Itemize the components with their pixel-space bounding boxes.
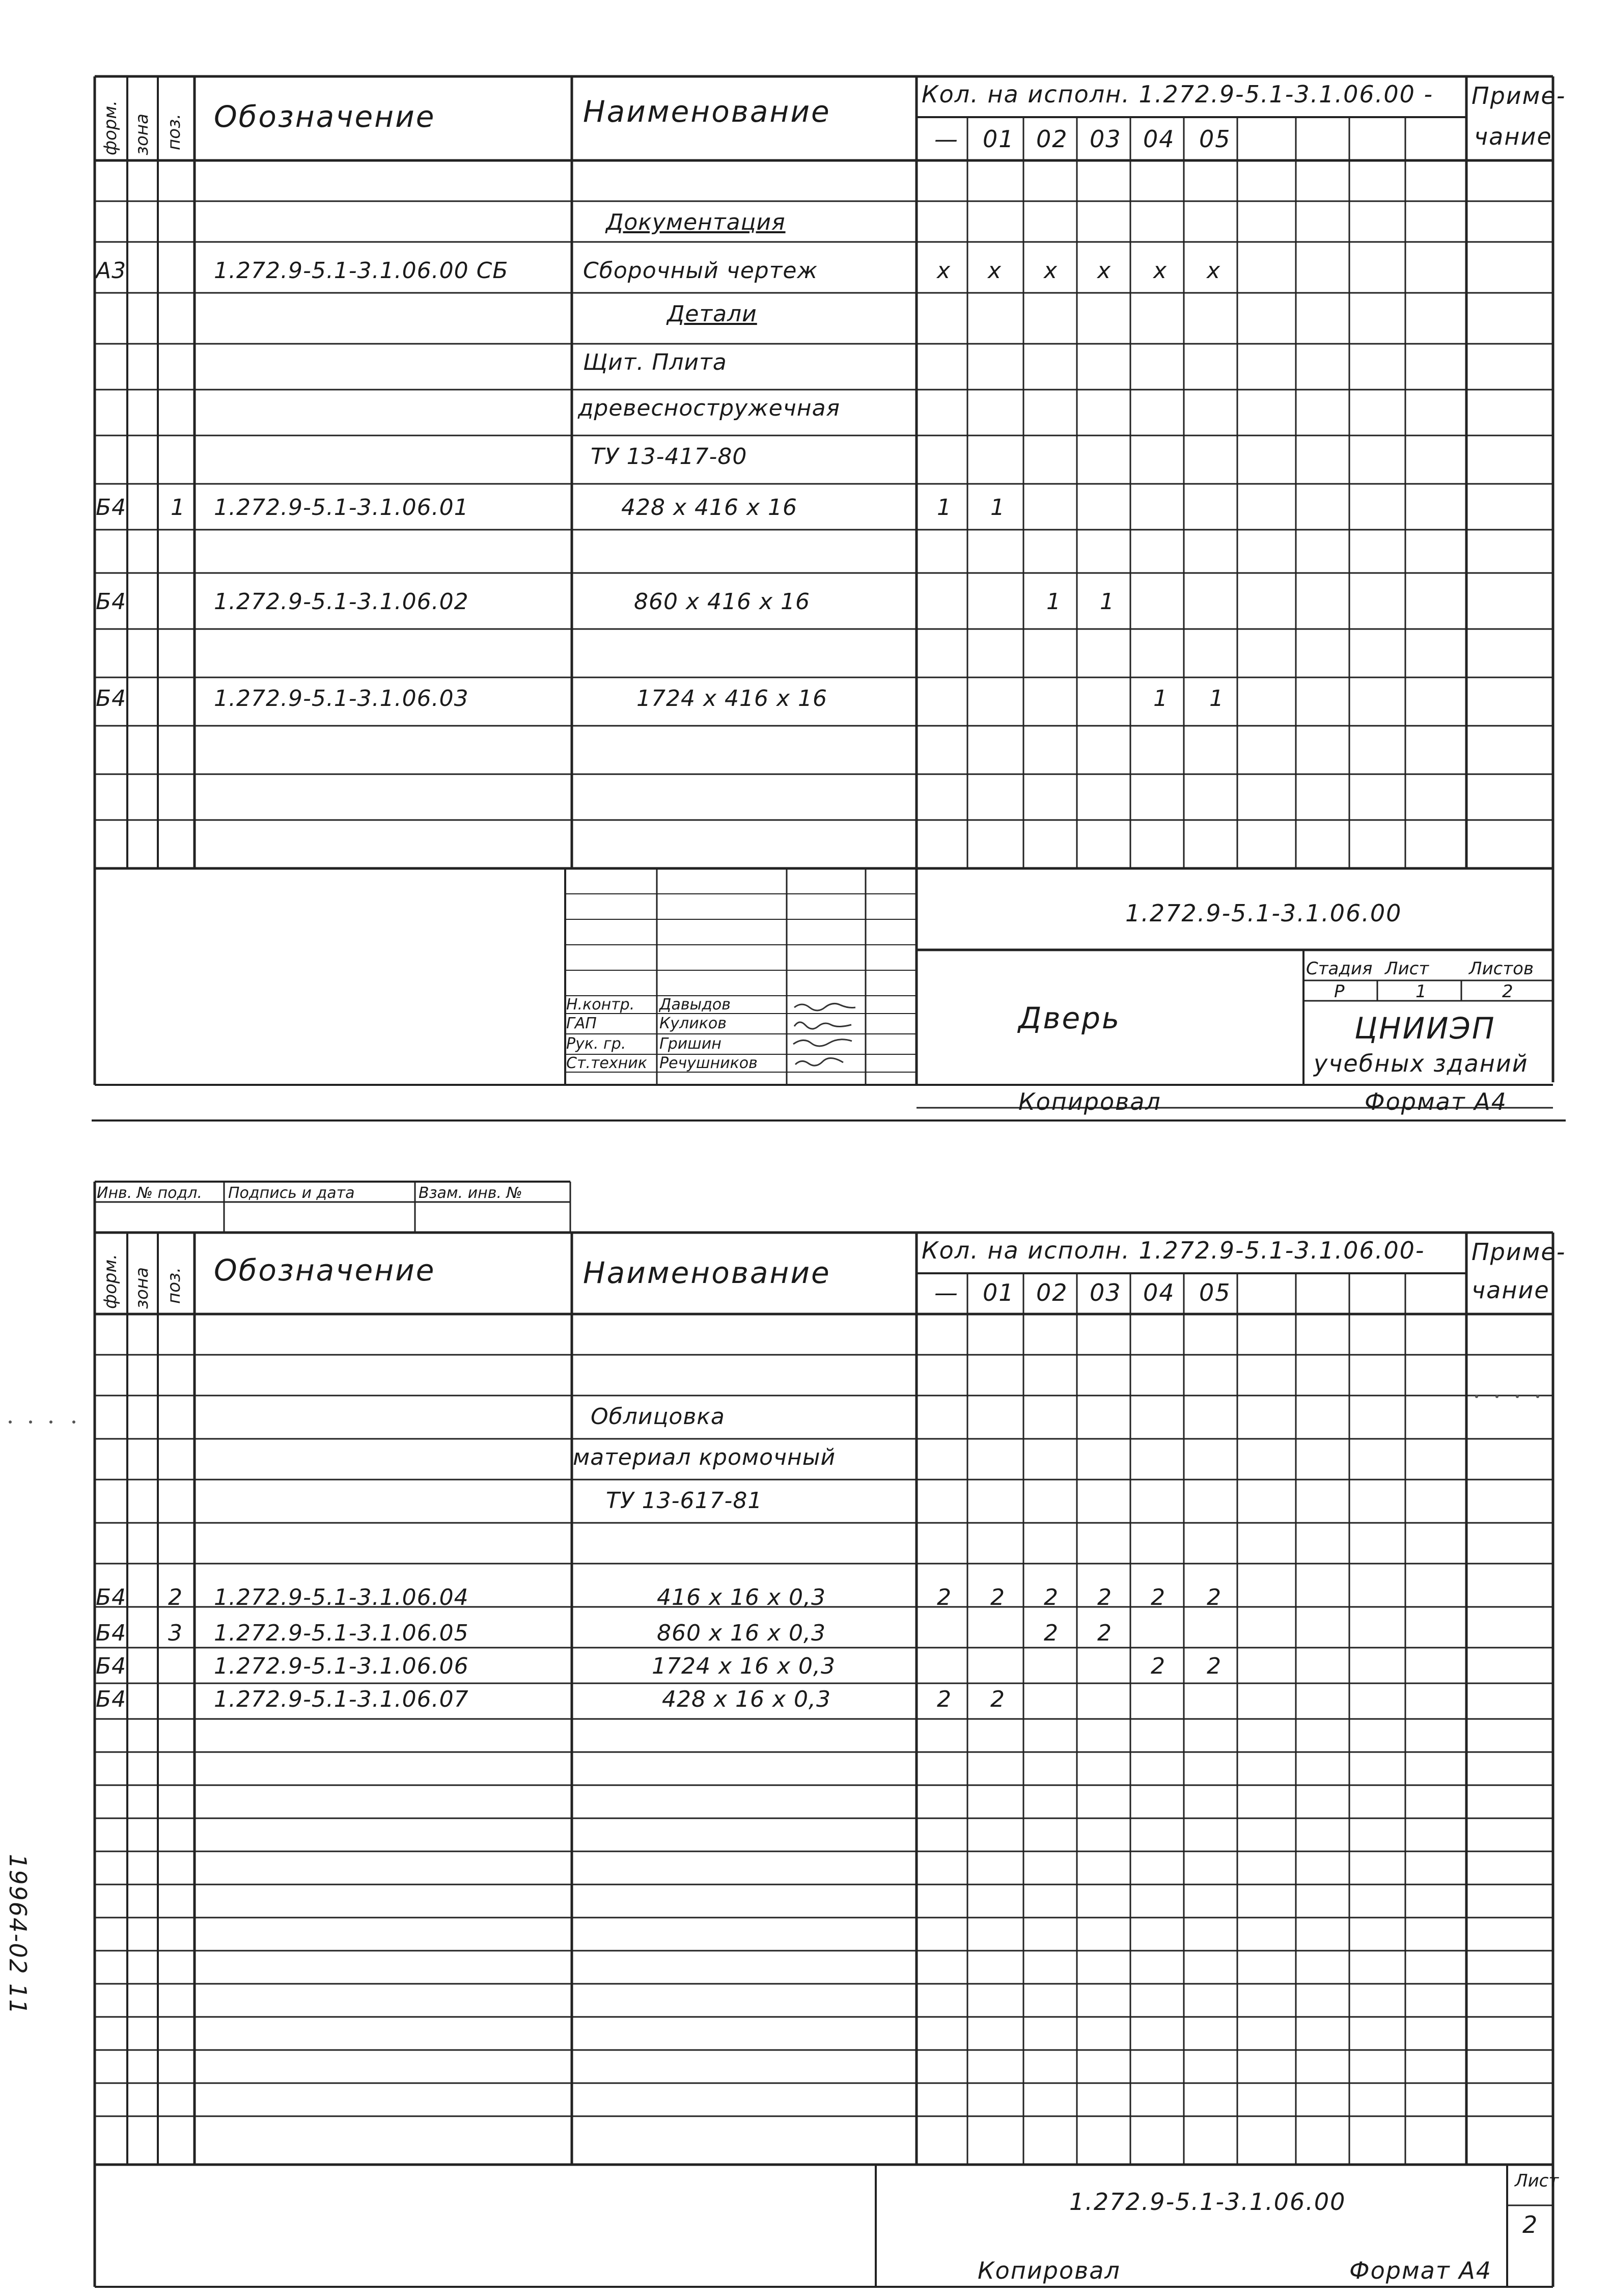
sheet1-row-qty: 1 (1209, 686, 1224, 712)
sheet1-stage: Р (1334, 981, 1345, 1002)
sheet1-person-role: ГАП (566, 1015, 597, 1032)
sheet1-row-qty: x (937, 258, 951, 284)
sheet2-row-qty: 2 (990, 1584, 1005, 1610)
sheet1-row-name: Щит. Плита (583, 349, 727, 375)
sheet2-variant: 05 (1199, 1279, 1231, 1306)
sheet2-variant: 04 (1143, 1279, 1175, 1306)
sheet1-header-note1: Приме- (1472, 82, 1566, 110)
sheet1-row-designation: 1.272.9-5.1-3.1.06.03 (214, 686, 469, 712)
sheet2-row-name: 428 x 16 x 0,3 (662, 1686, 831, 1712)
sheet2-row-format: Б4 (96, 1620, 127, 1646)
sheet1-row-format: Б4 (96, 686, 127, 712)
sheet2-header-format: форм. (100, 1254, 121, 1309)
sheet1-person-name: Давыдов (659, 996, 731, 1014)
sheet2-row-qty: 2 (1207, 1653, 1222, 1679)
sheet2-stamp-vzam: Взам. инв. № (419, 1184, 522, 1202)
sheet1-row-qty: x (1207, 258, 1221, 284)
sheet1-title: Дверь (1018, 1001, 1121, 1035)
sheet2-row-qty: 2 (1097, 1584, 1112, 1610)
sheet1-row-qty: x (1153, 258, 1168, 284)
sheet2-row-name: 860 x 16 x 0,3 (657, 1620, 826, 1646)
sheet1-header-zone: зона (132, 114, 152, 155)
sheet1-person-name: Куликов (659, 1015, 727, 1032)
sheet1-person-name: Речушников (659, 1054, 758, 1072)
sheet2-row-qty: 2 (990, 1686, 1005, 1712)
sheet2-row-qty: 2 (1044, 1584, 1059, 1610)
sheet2-row-designation: 1.272.9-5.1-3.1.06.04 (214, 1584, 469, 1610)
sheet1-row-format: А3 (96, 258, 127, 284)
sheet1-row-qty: 1 (990, 495, 1005, 521)
sheet1-doc-number: 1.272.9-5.1-3.1.06.00 (1125, 899, 1402, 927)
sheet1-row-qty: 1 (1100, 589, 1115, 615)
sheet1-sheet-label: Лист (1385, 959, 1429, 979)
sheet1-variant: 02 (1036, 125, 1068, 153)
sheet2-copied: Копировал (978, 2257, 1121, 2284)
sheet1-row-qty: x (1044, 258, 1058, 284)
sheet2-header-note2: чание (1472, 1276, 1550, 1304)
sheet2-row-name: 416 x 16 x 0,3 (657, 1584, 826, 1610)
sheet1-row-qty: 1 (937, 495, 952, 521)
sheet1-row-qty: x (988, 258, 1002, 284)
sheet1-row-qty: 1 (1153, 686, 1168, 712)
sheet1-header-designation: Обозначение (214, 99, 436, 134)
sheet1-person-role: Н.контр. (566, 996, 635, 1014)
sheet1-signatures (789, 993, 866, 1075)
sheet1-header-name: Наименование (583, 94, 831, 129)
sheet2-row-name: материал кромочный (573, 1444, 836, 1470)
sheet2-row-name: 1724 x 16 x 0,3 (652, 1653, 836, 1679)
sheet2-row-qty: 2 (937, 1584, 952, 1610)
sheet2-row-designation: 1.272.9-5.1-3.1.06.06 (214, 1653, 469, 1679)
sheet1-row-designation: 1.272.9-5.1-3.1.06.01 (214, 495, 469, 521)
sheet2-doc-number: 1.272.9-5.1-3.1.06.00 (1069, 2188, 1346, 2216)
sheet1-org-subname: учебных зданий (1314, 1050, 1529, 1077)
sheet2-variant: 01 (983, 1279, 1015, 1306)
sheet1-row-name: ТУ 13-417-80 (591, 444, 747, 470)
sheet1-header-note2: чание (1474, 123, 1552, 150)
sheet2-row-pos: 3 (168, 1620, 183, 1646)
sheet1-row-designation: 1.272.9-5.1-3.1.06.02 (214, 589, 469, 615)
sheet1-row-qty: 1 (1046, 589, 1061, 615)
sheet2-format: Формат А4 (1349, 2257, 1492, 2284)
sheet1-variant: 05 (1199, 125, 1231, 153)
sheet1-copied: Копировал (1018, 1088, 1161, 1115)
sheet1-sheets-label: Листов (1469, 959, 1534, 979)
sheet2-row-pos: 2 (168, 1584, 183, 1610)
sheet1-person-role: Рук. гр. (566, 1035, 626, 1053)
sheet1-row-pos: 1 (171, 495, 185, 521)
side-archive-number: 19964-02 11 (4, 1854, 32, 2015)
sheet2-header-zone: зона (132, 1267, 152, 1309)
sheet1-row-name: Сборочный чертеж (583, 258, 818, 284)
sheet2-variant: 02 (1036, 1279, 1068, 1306)
sheet1-row-name: Документация (606, 209, 786, 235)
sheet1-variant: 01 (983, 125, 1015, 153)
sheet2-row-name: ТУ 13-617-81 (606, 1488, 763, 1514)
sheet2-sheet-number: 2 (1522, 2211, 1539, 2238)
sheet1-header-pos: поз. (164, 114, 184, 150)
sheet2-stamp-inv: Инв. № подл. (97, 1184, 202, 1202)
sheet1-person-name: Гришин (659, 1035, 721, 1053)
sheet2-row-designation: 1.272.9-5.1-3.1.06.05 (214, 1620, 469, 1646)
sheet1-header-format: форм. (100, 100, 121, 155)
sheet2-stamp-sign: Подпись и дата (228, 1184, 355, 1202)
sheet2-row-qty: 2 (1097, 1620, 1112, 1646)
sheet1-format: Формат А4 (1365, 1088, 1507, 1115)
sheet1-stage-label: Стадия (1306, 959, 1373, 979)
sheet2-variant: 03 (1090, 1279, 1122, 1306)
sheet1-row-designation: 1.272.9-5.1-3.1.06.00 СБ (214, 258, 509, 284)
sheet1-row-format: Б4 (96, 495, 127, 521)
sheet2-header-qty: Кол. на исполн. 1.272.9-5.1-3.1.06.00- (922, 1237, 1425, 1264)
sheet2-row-format: Б4 (96, 1584, 127, 1610)
sheet1-row-name: 1724 x 416 x 16 (636, 686, 827, 712)
sheet2-row-qty: 2 (1207, 1584, 1222, 1610)
sheet1-org-name: ЦНИИЭП (1354, 1011, 1496, 1046)
sheet2-row-name: Облицовка (591, 1404, 725, 1430)
sheet1-variant: 04 (1143, 125, 1175, 153)
sheet2-row-designation: 1.272.9-5.1-3.1.06.07 (214, 1686, 469, 1712)
sheet2-header-designation: Обозначение (214, 1253, 436, 1288)
sheet1-sheets: 2 (1502, 981, 1513, 1002)
sheet1-sheet: 1 (1415, 981, 1427, 1002)
sheet2-header-pos: поз. (164, 1267, 184, 1304)
sheet2-row-qty: 2 (1151, 1653, 1165, 1679)
sheet1-row-name: Детали (667, 301, 757, 327)
sheet2-row-qty: 2 (1151, 1584, 1165, 1610)
sheet1-variant: 03 (1090, 125, 1122, 153)
sheet1-row-name: древесностружечная (578, 395, 840, 421)
sheet2-header-name: Наименование (583, 1255, 831, 1290)
sheet2-row-qty: 2 (1044, 1620, 1059, 1646)
sheet1-row-qty: x (1097, 258, 1112, 284)
sheet2-header-note1: Приме- (1472, 1238, 1566, 1266)
sheet1-variant: — (934, 125, 959, 153)
sheet1-row-name: 428 x 416 x 16 (621, 495, 797, 521)
sheet2-row-format: Б4 (96, 1686, 127, 1712)
sheet2-variant: — (934, 1279, 959, 1306)
sheet1-row-name: 860 x 416 x 16 (634, 589, 810, 615)
sheet1-header-qty: Кол. на исполн. 1.272.9-5.1-3.1.06.00 - (922, 80, 1434, 108)
sheet2-row-qty: 2 (937, 1686, 952, 1712)
sheet1-row-format: Б4 (96, 589, 127, 615)
sheet2-row-format: Б4 (96, 1653, 127, 1679)
sheet2-sheet-label: Лист (1515, 2171, 1559, 2191)
sheet1-person-role: Ст.техник (566, 1054, 647, 1072)
